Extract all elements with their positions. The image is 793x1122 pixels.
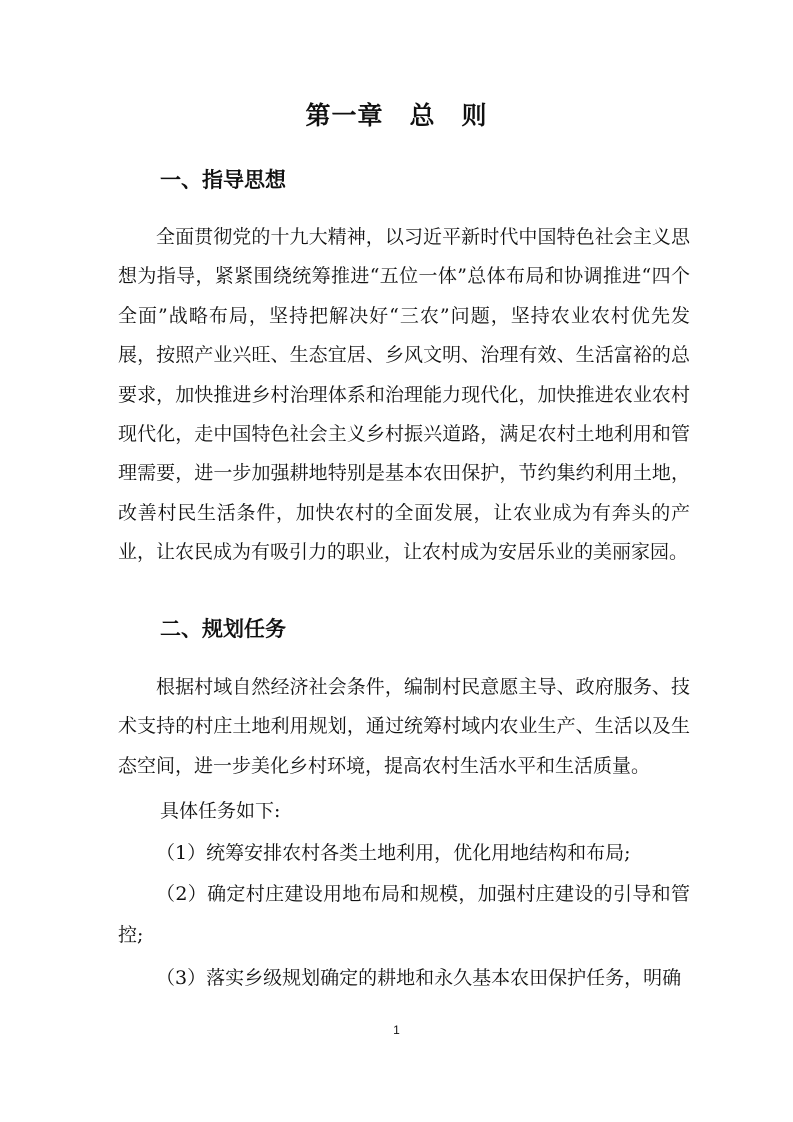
task-item-2: （2）确定村庄建设用地布局和规模，加强村庄建设的引导和管控; (118, 883, 690, 946)
task-item-3: （3）落实乡级规划确定的耕地和永久基本农田保护任务，明确 (156, 967, 682, 989)
chapter-title: 第一章 总 则 (305, 101, 488, 130)
section-heading-guiding-ideology: 一、指导思想 (160, 168, 286, 192)
page-number: 1 (393, 1023, 400, 1037)
task-list-intro: 具体任务如下: (160, 800, 281, 822)
paragraph-planning-tasks: 根据村域自然经济社会条件，编制村民意愿主导、政府服务、技术支持的村庄土地利用规划，通过统筹村域内农业生产、生活以及生态空间，进一步美化乡村环境，提高农村生活水平和生活质量。 (118, 676, 690, 777)
paragraph-guiding-ideology: 全面贯彻党的十九大精神，以习近平新时代中国特色社会主义思想为指导，紧紧围绕统筹推进“五位一体”总体布局和协调推进“四个全面”战略布局，坚持把解决好“三农”问题，坚持农业农村优先发展，按照产业兴旺、生态宜居、乡风文明、治理有效、生活富裕的总要求，加快推进乡村治理体系和治理能力现代化，加快推进农业农村现代化，走中国特色社会主义乡村振兴道路，满足农村土地利用和管理需要，进一步加强耕地特别是基本农田保护，节约集约利用土地，改善村民生活条件，加快农村的全面发展，让农业成为有奔头的产业，让农民成为有吸引力的职业，让农村成为安居乐业的美丽家园。 (118, 226, 690, 564)
section-heading-planning-tasks: 二、规划任务 (160, 617, 286, 641)
task-item-1: （1）统筹安排农村各类土地利用，优化用地结构和布局; (156, 842, 631, 864)
